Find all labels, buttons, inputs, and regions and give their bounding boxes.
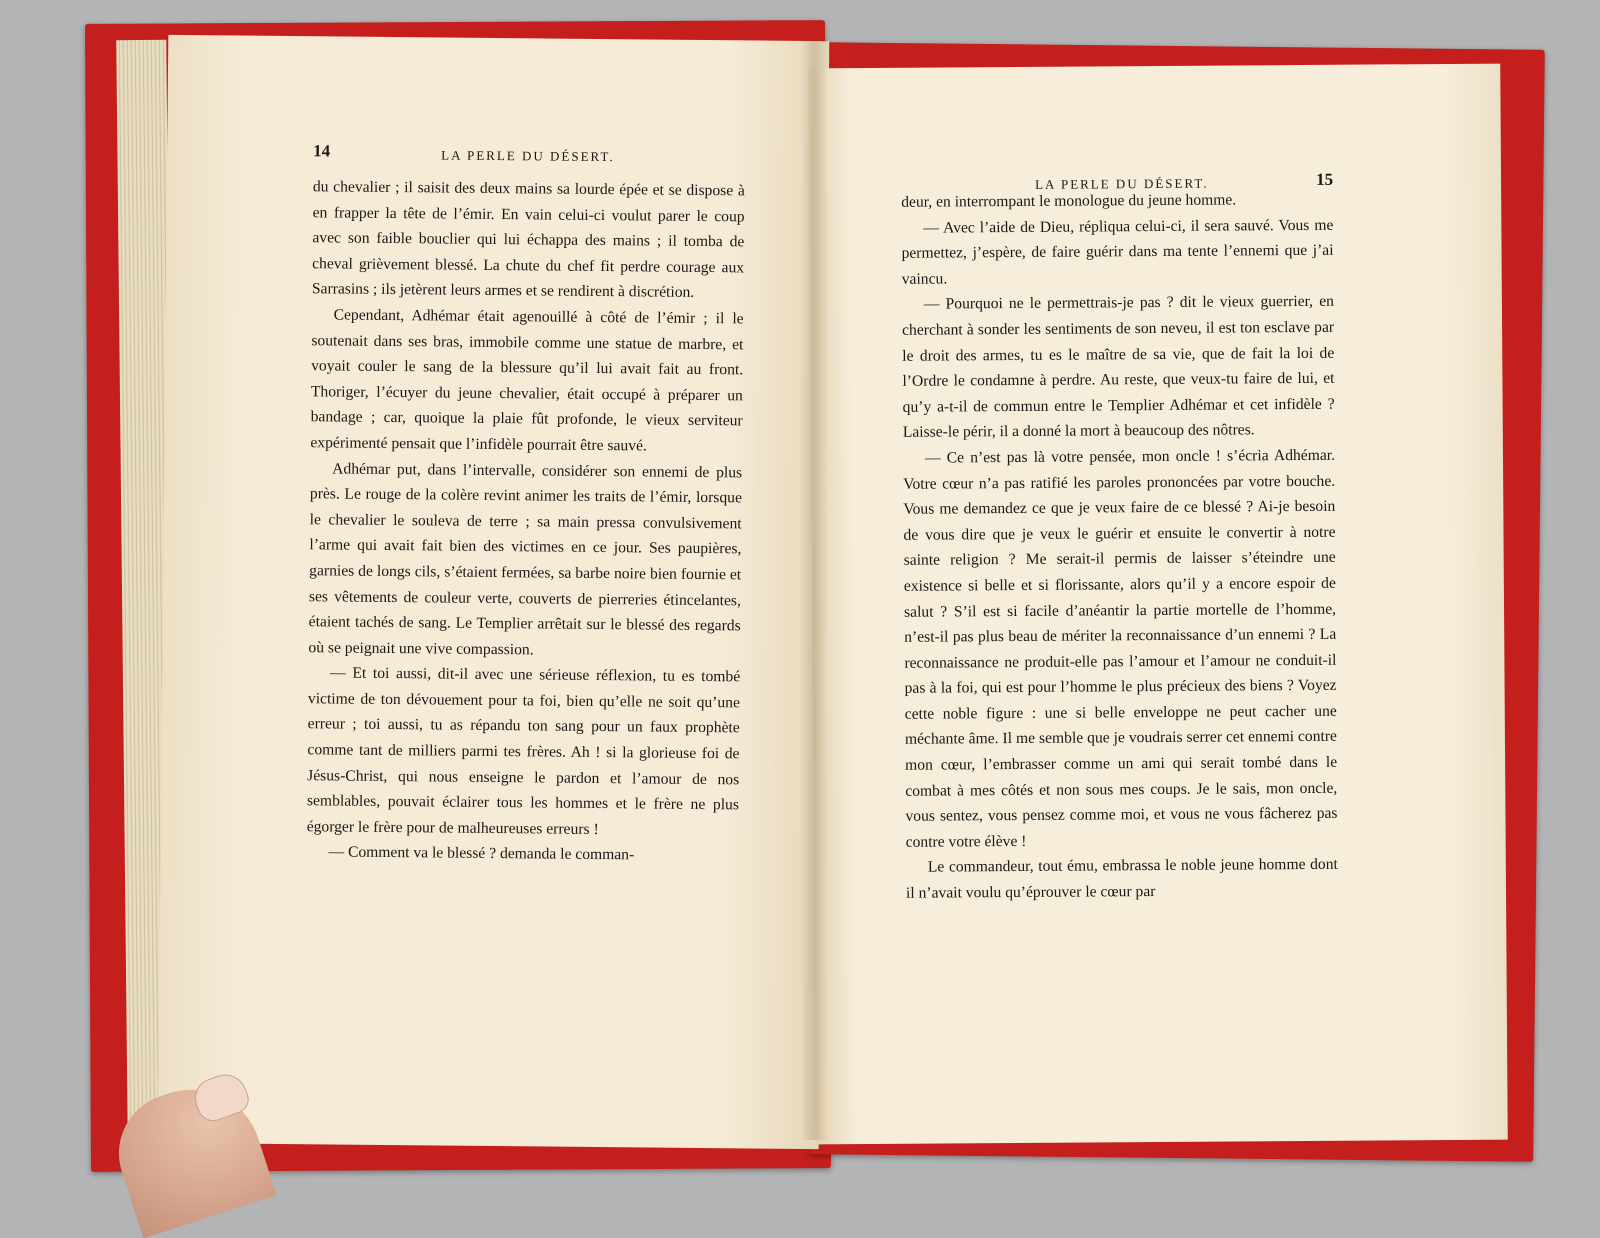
paragraph: Cependant, Adhémar était agenouillé à côté de l’émir ; il le soutenait dans ses bras, immobile comme une statue de marbre, et voyait couler le sang de la blessure qu’il lui avait fait au front. Thoriger, l’écuyer du jeune chevalier, était occupé à préparer un bandage ; car, quoique la plaie fût profonde, le vieux serviteur expérimenté pensait que l’infidèle pourrait être sauvé. (310, 306, 744, 455)
paragraph: — Et toi aussi, dit-il avec une sérieuse réflexion, tu es tombé victime de ton dévouement pour ta foi, bien qu’elle ne soit qu’une erreur ; toi aussi, tu as répandu ton sang pour un faux prophète comme tant de milliers parmi tes frères. Ah ! si la glorieuse foi de Jésus-Christ, qui nous enseigne le pardon et l’amour de nos semblables, pouvait éclairer tous les hommes et le frère ne plus égorger le frère pour de malheureuses erreurs ! (306, 664, 741, 838)
left-page-header (313, 141, 745, 172)
paragraph: — Avec l’aide de Dieu, répliqua celui-ci, il sera sauvé. Vous me permettez, j’espère, de faire guérir dans ma tente l’ennemi que j’ai vaincu. (901, 216, 1334, 288)
right-page-text (901, 187, 1338, 907)
page-number: 15 (1315, 169, 1334, 189)
paragraph: Adhémar put, dans l’intervalle, considérer son ennemi de plus près. Le rouge de la colère revint animer les traits de l’émir, lorsque le chevalier le souleva de terre ; sa main pressa convulsivement l’arme qui avait fait bien des victimes en ce jour. Ses paupières, garnies de longs cils, s’étaient fermées, sa barbe noire bien fournie et ses vêtements de couleur verte, couverts de pierreries étincelantes, étaient tachés de sang. Le Templier arrêtait sur le blessé des regards où se peignait une vive compassion. (308, 459, 743, 659)
left-page (158, 35, 830, 1149)
running-title: LA PERLE DU DÉSERT. (441, 147, 615, 165)
right-page (808, 64, 1507, 1145)
gutter-shadow (800, 40, 828, 1140)
paragraph: Le commandeur, tout ému, embrassa le noble jeune homme dont il n’avait voulu qu’éprouver le cœur par (905, 856, 1338, 902)
paragraph: — Ce n’est pas là votre pensée, mon oncle ! s’écria Adhémar. Votre cœur n’a pas ratifié les paroles prononcées par votre bouche. Vous me demandez ce que je veux faire de ce blessé ? Ai-je besoin de vous dire que je veux le guérir et ensuite le convertir à notre sainte religion ? Me serait-il permis de laisser s’éteindre une existence si belle et si florissante, alors qu’il y a encore espoir de salut ? S’il est si facile d’anéantir la partie mortelle de l’homme, n’est-il pas plus beau de mériter la reconnaissance d’un ennemi ? La reconnaissance ne produit-elle pas l’amour et l’amour ne conduit-il pas à la foi, qui est pour l’homme le plus précieux des biens ? Voyez cette noble figure : une si belle enveloppe ne peut cacher une méchante âme. Il me semble que je voudrais serrer cet ennemi contre mon cœur, l’embrasser comme un ami qui serait tombé dans le combat à mes côtés et non sous mes coups. Je le sais, mon oncle, vous sentez, vous pensez comme moi, et vous ne vous fâcherez pas contre votre élève ! (903, 446, 1338, 851)
left-page-text (306, 174, 745, 869)
paragraph: du chevalier ; il saisit des deux mains sa lourde épée et se dispose à en frapper la tête de l’émir. En vain celui-ci voulut parer le coup avec son faible bouclier qui lui échappa des mains ; il tomba de cheval grièvement blessé. La chute du chef fit perdre courage aux Sarrasins ; ils jetèrent leurs armes et se rendirent à discrétion. (311, 178, 745, 302)
running-title: LA PERLE DU DÉSERT. (1035, 175, 1209, 192)
paragraph: — Pourquoi ne le permettrais-je pas ? dit le vieux guerrier, en cherchant à sonder les sentiments de son neveu, il est ton esclave par le droit des armes, tu es le maître de sa vie, que de fait la loi de l’Ordre le condamne à perdre. Au reste, que veux-tu faire de lui, et qu’y a-t-il de commun entre le Templier Adhémar et cet infidèle ? Laisse-le périr, il a donné la mort à beaucoup des nôtres. (902, 293, 1335, 442)
paragraph: deur, en interrompant le monologue du jeune homme. (901, 191, 1237, 211)
paragraph: — Comment va le blessé ? demanda le comman- (328, 843, 635, 864)
page-number: 14 (313, 141, 331, 161)
